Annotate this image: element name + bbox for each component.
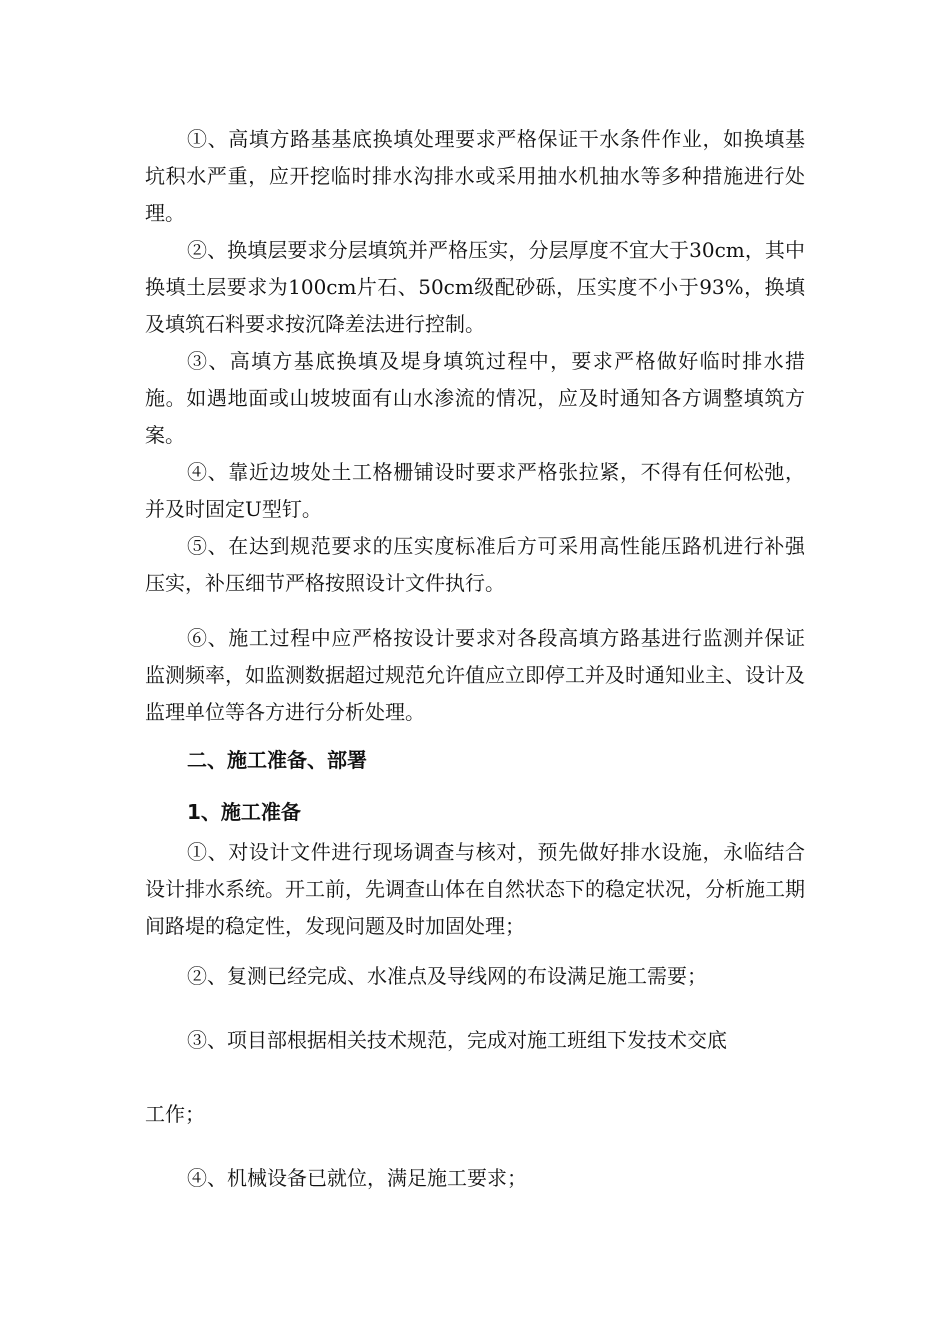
- paragraph-5: ⑤、在达到规范要求的压实度标准后方可采用高性能压路机进行补强压实，补压细节严格按照设计文件执行。: [145, 534, 805, 595]
- prep-item-3-line-2: 工作；: [145, 1102, 205, 1126]
- paragraph-6: ⑥、施工过程中应严格按设计要求对各段高填方路基进行监测并保证监测频率，如监测数据超过规范允许值应立即停工并及时通知业主、设计及监理单位等各方进行分析处理。: [145, 626, 805, 724]
- paragraph-4: ④、靠近边坡处土工格栅铺设时要求严格张拉紧，不得有任何松弛，并及时固定U型钉。: [145, 460, 805, 521]
- paragraph-3: ③、高填方基底换填及堤身填筑过程中，要求严格做好临时排水措施。如遇地面或山坡坡面有山水渗流的情况，应及时通知各方调整填筑方案。: [145, 349, 805, 447]
- prep-item-3-line-1: ③、项目部根据相关技术规范，完成对施工班组下发技术交底: [187, 1028, 727, 1052]
- paragraph-1: ①、高填方路基基底换填处理要求严格保证干水条件作业，如换填基坑积水严重，应开挖临时排水沟排水或采用抽水机抽水等多种措施进行处理。: [145, 127, 805, 225]
- subsection-heading: 1、施工准备: [187, 800, 301, 824]
- prep-item-1: ①、对设计文件进行现场调查与核对，预先做好排水设施，永临结合设计排水系统。开工前，先调查山体在自然状态下的稳定状况，分析施工期间路堤的稳定性，发现问题及时加固处理；: [145, 840, 805, 938]
- prep-item-2: ②、复测已经完成、水准点及导线网的布设满足施工需要；: [187, 964, 707, 988]
- paragraph-2: ②、换填层要求分层填筑并严格压实，分层厚度不宜大于30cm，其中换填土层要求为100cm片石、50cm级配砂砾，压实度不小于93%，换填及填筑石料要求按沉降差法进行控制。: [145, 238, 805, 336]
- section-heading: 二、施工准备、部署: [187, 748, 367, 772]
- prep-item-4: ④、机械设备已就位，满足施工要求；: [187, 1166, 527, 1190]
